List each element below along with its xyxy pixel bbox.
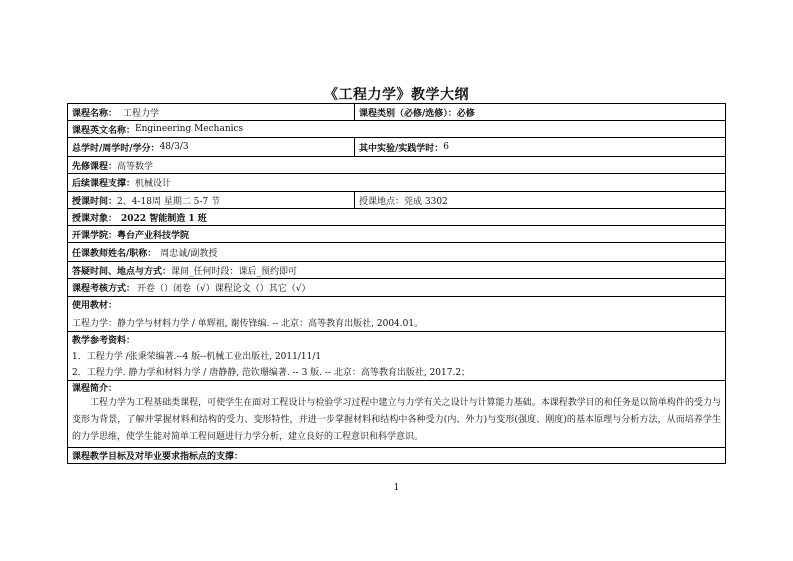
row-english-name <box>68 121 725 138</box>
row-time-place <box>68 192 725 209</box>
row-hours <box>68 138 725 157</box>
row-objectives <box>68 448 725 463</box>
lab-hours-label: 其中实验/实践学时： <box>359 143 444 154</box>
row-qa <box>68 262 725 279</box>
row-follow-up <box>68 174 725 192</box>
page-title: 《工程力学》教学大纲 <box>324 87 469 103</box>
target-value: 2022 智能制造 1 班 <box>121 213 207 224</box>
place-value: 莞成 3302 <box>404 196 448 207</box>
qa-label: 答疑时间、地点与方式： <box>72 266 172 277</box>
target-label: 授课对象： <box>72 213 118 224</box>
prerequisite-label: 先修课程： <box>72 161 118 172</box>
row-prerequisite <box>68 157 725 174</box>
time-value: 2、4-18周 星期二 5-7 节 <box>117 196 221 207</box>
syllabus-table <box>67 103 726 464</box>
follow-up-label: 后续课程支撑： <box>72 179 136 189</box>
intro-text: 工程力学为工程基础类课程，可使学生在面对工程设计与检验学习过程中建立与力学有关之设计与计算能力基础。本课程教学目的和任务是以简单构件的受力与变形为背景，了解并掌握材料和结构的受力、变形特性，并进一步掌握材料和结构中各种受力(内、外力)与变形(强度、刚度)的基本原理与分析方法，从而培养学生的力学思维，使学生能对简单工程问题进行力学分析，建立良好的工程意识和科学意识。 <box>72 398 721 442</box>
textbook-label: 使用教材： <box>72 301 118 311</box>
lab-hours-value: 6 <box>443 142 450 152</box>
row-college <box>68 226 725 243</box>
objectives-label: 课程教学目标及对毕业要求指标点的支撑： <box>72 452 244 462</box>
course-category-label: 课程类别（必修/选修）： <box>359 108 457 119</box>
textbook-value: 工程力学：静力学与材料力学 / 单辉祖, 谢传锋编. -- 北京：高等教育出版社, 2004.01。 <box>72 319 424 329</box>
time-label: 授课时间： <box>72 196 118 207</box>
intro-label: 课程简介： <box>72 384 118 394</box>
reference-item-1: 1．工程力学 /张秉荣编著.--4 版--机械工业出版社, 2011/11/1 <box>72 352 322 362</box>
row-teacher <box>68 243 725 262</box>
references-label: 教学参考资料： <box>72 336 136 346</box>
row-exam <box>68 279 725 297</box>
english-name-label: 课程英文名称： <box>72 125 136 136</box>
course-name-label: 课程名称： <box>72 108 118 119</box>
course-category-value: 必修 <box>456 108 475 119</box>
college-value: 粤台产业科技学院 <box>117 230 190 241</box>
row-target <box>68 209 725 226</box>
hours-value: 48/3/3 <box>159 142 189 152</box>
qa-value: 课间_任何时段：课后_预约即可 <box>171 266 298 277</box>
exam-value: 开卷（）闭卷（√）课程论文（）其它（√） <box>137 284 311 294</box>
college-label: 开课学院： <box>72 230 118 241</box>
reference-item-2: 2．工程力学. 静力学和材料力学 / 唐静静, 范钦珊编著. -- 3 版. -- 北京：高等教育出版社, 2017.2； <box>72 368 471 378</box>
row-textbook <box>68 297 725 332</box>
exam-label: 课程考核方式： <box>72 284 136 294</box>
page-number: 1 <box>393 483 400 493</box>
row-intro <box>68 381 725 448</box>
teacher-value: 周忠诚/副教授 <box>160 248 218 259</box>
prerequisite-value: 高等数学 <box>117 161 154 172</box>
course-name-value: 工程力学 <box>123 108 160 119</box>
place-label: 授课地点： <box>359 196 405 207</box>
row-references <box>68 332 725 381</box>
hours-label: 总学时/周学时/学分： <box>72 143 160 154</box>
teacher-label: 任课教师姓名/职称： <box>72 248 157 259</box>
english-name-value: Engineering Mechanics <box>135 124 244 134</box>
row-course-name <box>68 104 725 121</box>
follow-up-value: 机械设计 <box>135 179 172 189</box>
